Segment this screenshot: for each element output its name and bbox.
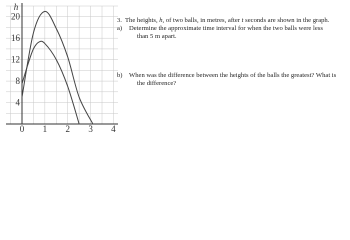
y-tick-label: 8 [15, 76, 20, 87]
ball-curve-1 [22, 11, 93, 124]
intro-text-1: The heights, [125, 17, 160, 24]
question-number: 3. [117, 17, 122, 24]
question-intro-text [125, 17, 349, 25]
part-a-label: a) [117, 24, 123, 32]
time-variable: t [241, 17, 244, 24]
part-a-text-2: than 5 m apart. [137, 32, 177, 40]
part-b-line [117, 72, 349, 80]
x-tick-label: 2 [65, 124, 70, 134]
part-b-text: When was the difference between the heights of the balls the greatest? What is [129, 72, 337, 79]
part-b-continued [117, 80, 349, 88]
y-tick-label: 12 [11, 54, 20, 65]
question-intro [117, 17, 349, 25]
x-tick-label: 1 [42, 124, 48, 134]
y-tick-label: 4 [15, 97, 20, 108]
height-variable: h [159, 17, 163, 24]
grid-lines [6, 6, 118, 124]
question-3 [117, 17, 349, 40]
y-axis-title: h [13, 2, 19, 12]
part-a-continued [117, 33, 349, 41]
y-tick-label: 16 [11, 33, 20, 44]
ball-curve-2 [22, 41, 79, 124]
part-a-text: Determine the approximate time interval for when the two balls were less [129, 24, 323, 32]
x-tick-label: 4 [111, 124, 116, 134]
ball-curves [22, 11, 93, 124]
x-tick-label: 0 [19, 124, 25, 134]
part-a [117, 25, 349, 33]
intro-text-2: , of two balls, in metres, after [162, 17, 242, 24]
intro-text-3: seconds are shown in the graph. [243, 17, 330, 24]
part-b [117, 72, 349, 88]
y-tick-label: 20 [11, 11, 20, 22]
part-b-text-2: the difference? [137, 79, 177, 87]
part-b-label: b) [117, 72, 123, 79]
axes [6, 3, 118, 124]
x-tick-label: 3 [88, 124, 93, 134]
height-time-graph [0, 0, 120, 134]
